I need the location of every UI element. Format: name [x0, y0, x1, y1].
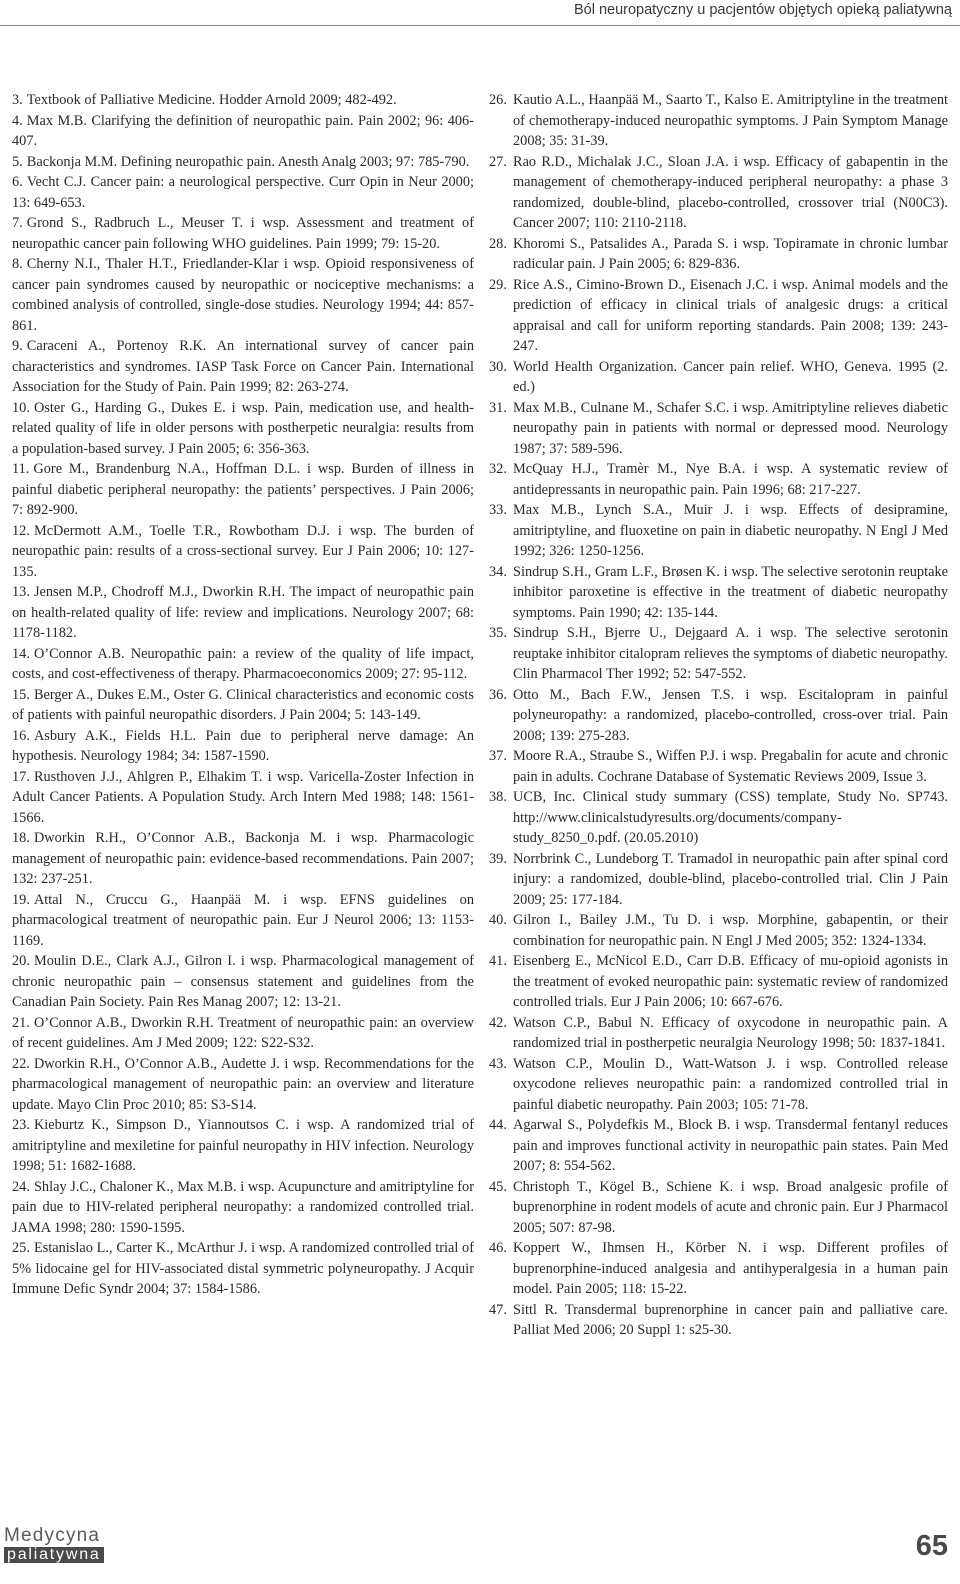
reference-number: 9.: [12, 338, 23, 354]
reference-number: 41.: [489, 953, 507, 969]
logo-top-text: Medycyna: [4, 1525, 101, 1546]
reference-item: [12, 172, 474, 213]
reference-text: World Health Organization. Cancer pain relief. WHO, Geneva. 1995 (2. ed.): [513, 358, 948, 395]
reference-number: 23.: [12, 1117, 30, 1133]
reference-text: McDermott A.M., Toelle T.R., Rowbotham D.J. i wsp. The burden of neuropathic pain: results of a cross-sectional survey. Eur J Pain 2006; 10: 127-135.: [12, 522, 474, 580]
reference-number: 4.: [12, 112, 23, 129]
reference-text: O’Connor A.B., Dworkin R.H. Treatment of neuropathic pain: an overview of recent guidelines. Am J Med 2009; 122: S22-S32.: [12, 1014, 474, 1051]
reference-number: 42.: [489, 1014, 507, 1031]
reference-number: 20.: [12, 953, 30, 969]
reference-number: 31.: [489, 399, 507, 416]
reference-text: Jensen M.P., Chodroff M.J., Dworkin R.H. The impact of neuropathic pain on health-related quality of life: review and implications. Neurology 2007; 68: 1178-1182.: [12, 584, 474, 641]
reference-text: Rusthoven J.J., Ahlgren P., Elhakim T. i wsp. Varicella-Zoster Infection in Adult Cancer Patients. A Population Study. Arch Intern Med 1988; 148: 1561-1566.: [12, 768, 474, 826]
reference-number: 37.: [489, 748, 507, 764]
reference-item: [12, 685, 474, 726]
reference-item: [12, 726, 474, 767]
reference-number: 32.: [489, 461, 507, 477]
reference-item: [12, 213, 474, 254]
reference-text: Kieburtz K., Simpson D., Yiannoutsos C. i wsp. A randomized trial of amitriptyline and mexiletine for painful neuropathy in HIV infection. Neurology 1998; 51: 1682-1688.: [12, 1117, 474, 1174]
reference-text: Asbury A.K., Fields H.L. Pain due to peripheral nerve damage: An hypothesis. Neurology 1984; 34: 1587-1590.: [12, 727, 474, 764]
reference-text: Max M.B., Culnane M., Schafer S.C. i wsp. Amitriptyline relieves diabetic neuropathy pain in patients with normal or depressed mood. Neurology 1987; 37: 589-596.: [513, 399, 948, 457]
reference-item: [489, 398, 948, 460]
reference-number: 18.: [12, 830, 30, 846]
reference-item: [489, 623, 948, 685]
reference-item: [489, 459, 948, 500]
reference-text: Moulin D.E., Clark A.J., Gilron I. i wsp. Pharmacological management of chronic neuropathic pain – consensus statement and guidelines from the Canadian Pain Society. Pain Res Manag 2007; 12: 13-21.: [12, 953, 474, 1010]
reference-number: 21.: [12, 1014, 30, 1031]
references-right-column: [489, 90, 948, 1341]
reference-text: Dworkin R.H., O’Connor A.B., Backonja M. i wsp. Pharmacologic management of neuropathic pain: evidence-based recommendations. Pain 2007; 132: 237-251.: [12, 830, 474, 887]
reference-item: [489, 849, 948, 911]
header-title: Ból neuropatyczny u pacjentów objętych opieką paliatywną: [573, 2, 952, 18]
reference-number: 8.: [12, 256, 23, 272]
reference-item: [489, 787, 948, 849]
reference-text: Agarwal S., Polydefkis M., Block B. i wsp. Transdermal fentanyl reduces pain and improves functional activity in neuropathic pain states. Pain Med 2007; 8: 554-562.: [513, 1117, 948, 1174]
reference-text: Rice A.S., Cimino-Brown D., Eisenach J.C. i wsp. Animal models and the prediction of efficacy in clinical trials of analgesic drugs: a critical appraisal and call for uniform reporting standards. Pain 2008; 139: 243-247.: [513, 276, 948, 354]
reference-number: 26.: [489, 92, 507, 108]
reference-text: O’Connor A.B. Neuropathic pain: a review of the quality of life impact, costs, and cost-effectiveness of therapy. Pharmacoeconomics 2009; 27: 95-112.: [12, 645, 474, 682]
reference-number: 11.: [12, 461, 30, 477]
reference-text: Kautio A.L., Haanpää M., Saarto T., Kalso E. Amitriptyline in the treatment of chemotherapy-induced neuropathic symptoms. J Pain Symptom Manage 2008; 35: 31-39.: [513, 92, 948, 149]
reference-number: 27.: [489, 153, 507, 170]
reference-number: 15.: [12, 686, 30, 703]
reference-number: 25.: [12, 1240, 30, 1256]
reference-text: Gore M., Brandenburg N.A., Hoffman D.L. i wsp. Burden of illness in painful diabetic peripheral neuropathy: the patients’ perspectives. J Pain 2006; 7: 892-900.: [12, 461, 474, 518]
reference-text: Watson C.P., Moulin D., Watt-Watson J. i wsp. Controlled release oxycodone relieves neuropathic pain: a randomized controlled trial in painful diabetic neuropathy. Pain 2003; 105: 71-78.: [513, 1055, 948, 1113]
reference-number: 46.: [489, 1240, 507, 1256]
reference-item: [489, 1013, 948, 1054]
reference-item: [12, 890, 474, 952]
journal-logo: [4, 1526, 104, 1563]
reference-item: [489, 951, 948, 1013]
reference-number: 19.: [12, 891, 30, 908]
reference-text: McQuay H.J., Tramèr M., Nye B.A. i wsp. A systematic review of antidepressants in neuropathic pain. Pain 1996; 68: 217-227.: [513, 461, 948, 498]
reference-item: [489, 910, 948, 951]
reference-text: Gilron I., Bailey J.M., Tu D. i wsp. Morphine, gabapentin, or their combination for neuropathic pain. N Engl J Med 2005; 352: 1324-1334.: [513, 912, 948, 949]
reference-text: Caraceni A., Portenoy R.K. An international survey of cancer pain characteristics and syndromes. IASP Task Force on Cancer Pain. International Association for the Study of Pain. Pain 1999; 82: 263-274.: [12, 338, 474, 395]
reference-text: Koppert W., Ihmsen H., Körber N. i wsp. Different profiles of buprenorphine-induced analgesia and antihyperalgesia in a human pain model. Pain 2005; 118: 15-22.: [513, 1240, 948, 1297]
reference-number: 34.: [489, 563, 507, 580]
reference-number: 30.: [489, 358, 507, 375]
reference-item: [12, 111, 474, 152]
reference-number: 22.: [12, 1055, 30, 1072]
reference-item: [489, 357, 948, 398]
reference-number: 47.: [489, 1301, 507, 1318]
reference-number: 45.: [489, 1178, 507, 1195]
reference-text: Eisenberg E., McNicol E.D., Carr D.B. Efficacy of mu-opioid agonists in the treatment of evoked neuropathic pain: systematic review of randomized controlled trials. Eur J Pain 2006; 10: 667-676.: [513, 953, 948, 1010]
reference-number: 6.: [12, 174, 23, 190]
reference-item: [12, 1054, 474, 1116]
reference-number: 38.: [489, 789, 507, 805]
running-header: [0, 0, 960, 26]
reference-number: 44.: [489, 1117, 507, 1133]
reference-text: Dworkin R.H., O’Connor A.B., Audette J. i wsp. Recommendations for the pharmacological management of neuropathic pain: an overview and literature update. Mayo Clin Proc 2010; 85: S3-S14.: [12, 1055, 474, 1113]
reference-number: 17.: [12, 768, 30, 785]
reference-item: [12, 254, 474, 336]
reference-item: [489, 562, 948, 624]
page-number: 65: [915, 1530, 948, 1562]
reference-text: Otto M., Bach F.W., Jensen T.S. i wsp. Escitalopram in painful polyneuropathy: a randomized, placebo-controlled, cross-over trial. Pain 2008; 139: 275-283.: [513, 686, 948, 744]
reference-number: 14.: [12, 645, 30, 662]
reference-text: Sindrup S.H., Gram L.F., Brøsen K. i wsp. The selective serotonin reuptake inhibitor paroxetine is effective in the treatment of diabetic neuropathy symptoms. Pain 1990; 42: 135-144.: [513, 563, 948, 621]
reference-item: [489, 234, 948, 275]
reference-item: [12, 336, 474, 398]
reference-text: Moore R.A., Straube S., Wiffen P.J. i wsp. Pregabalin for acute and chronic pain in adults. Cochrane Database of Systematic Reviews 2009, Issue 3.: [513, 748, 948, 785]
reference-number: 3.: [12, 92, 23, 108]
reference-item: [489, 90, 948, 152]
reference-item: [12, 1177, 474, 1239]
reference-number: 16.: [12, 727, 30, 744]
reference-text: Christoph T., Kögel B., Schiene K. i wsp. Broad analgesic profile of buprenorphine in rodent models of acute and chronic pain. Eur J Pharmacol 2005; 507: 87-98.: [513, 1178, 948, 1236]
reference-number: 12.: [12, 522, 30, 539]
reference-item: [12, 644, 474, 685]
reference-number: 29.: [489, 276, 507, 293]
reference-item: [489, 1115, 948, 1177]
reference-text: Sittl R. Transdermal buprenorphine in cancer pain and palliative care. Palliat Med 2006; 20 Suppl 1: s25-30.: [513, 1301, 948, 1338]
reference-item: [12, 1115, 474, 1177]
reference-text: Attal N., Cruccu G., Haanpää M. i wsp. EFNS guidelines on pharmacological treatment of neuropathic pain. Eur J Neurol 2006; 13: 1153-1169.: [12, 891, 474, 949]
reference-item: [489, 1177, 948, 1239]
reference-item: [489, 500, 948, 562]
reference-text: Grond S., Radbruch L., Meuser T. i wsp. Assessment and treatment of neuropathic cancer pain following WHO guidelines. Pain 1999; 79: 15-20.: [12, 215, 474, 252]
reference-text: Sindrup S.H., Bjerre U., Dejgaard A. i wsp. The selective serotonin reuptake inhibitor citalopram relieves the symptoms of diabetic neuropathy. Clin Pharmacol Ther 1992; 52: 547-552.: [513, 625, 948, 682]
reference-text: Estanislao L., Carter K., McArthur J. i wsp. A randomized controlled trial of 5% lidocaine gel for HIV-associated distal symmetric polyneuropathy. J Acquir Immune Defic Syndr 2004; 37: 1584-1586.: [12, 1240, 474, 1297]
reference-item: [489, 1238, 948, 1300]
reference-item: [12, 459, 474, 521]
reference-text: Oster G., Harding G., Dukes E. i wsp. Pain, medication use, and health-related quality of life in older persons with postherpetic neuralgia: results from a population-based survey. J Pain 2005; 6: 356-363.: [12, 399, 474, 457]
reference-item: [12, 152, 474, 173]
reference-item: [489, 1054, 948, 1116]
reference-number: 43.: [489, 1055, 507, 1072]
reference-text: Vecht C.J. Cancer pain: a neurological perspective. Curr Opin in Neur 2000; 13: 649-653.: [12, 174, 474, 211]
reference-item: [489, 685, 948, 747]
logo-bottom-text: paliatywna: [4, 1547, 104, 1563]
reference-number: 35.: [489, 625, 507, 641]
reference-number: 13.: [12, 584, 30, 600]
reference-item: [12, 398, 474, 460]
reference-item: [489, 152, 948, 234]
reference-number: 7.: [12, 215, 23, 231]
reference-number: 40.: [489, 912, 507, 928]
reference-text: UCB, Inc. Clinical study summary (CSS) template, Study No. SP743. http://www.clinicalstudyresults.org/documents/company-study_8250_0.pdf. (20.05.2010): [513, 789, 948, 846]
reference-item: [12, 951, 474, 1013]
reference-number: 28.: [489, 235, 507, 252]
references-left-column: [12, 90, 474, 1300]
reference-item: [489, 275, 948, 357]
reference-item: [12, 767, 474, 829]
reference-item: [12, 582, 474, 644]
reference-item: [12, 521, 474, 583]
reference-item: [12, 90, 474, 111]
reference-text: Rao R.D., Michalak J.C., Sloan J.A. i wsp. Efficacy of gabapentin in the management of chemotherapy-induced peripheral neuropathy: a phase 3 randomized, double-blind, placebo-controlled, crossover trial (N00C3). Cancer 2007; 110: 2110-2118.: [513, 153, 948, 231]
reference-item: [12, 828, 474, 890]
reference-item: [12, 1013, 474, 1054]
reference-number: 24.: [12, 1178, 30, 1195]
reference-text: Khoromi S., Patsalides A., Parada S. i wsp. Topiramate in chronic lumbar radicular pain. J Pain 2005; 6: 829-836.: [513, 235, 948, 272]
reference-text: Max M.B., Lynch S.A., Muir J. i wsp. Effects of desipramine, amitriptyline, and fluoxetine on pain in diabetic neuropathy. N Engl J Med 1992; 326: 1250-1256.: [513, 502, 948, 559]
reference-item: [489, 746, 948, 787]
reference-text: Berger A., Dukes E.M., Oster G. Clinical characteristics and economic costs of patients with painful neuropathic disorders. J Pain 2004; 5: 143-149.: [12, 686, 474, 723]
reference-item: [489, 1300, 948, 1341]
reference-number: 10.: [12, 399, 30, 416]
reference-text: Cherny N.I., Thaler H.T., Friedlander-Klar i wsp. Opioid responsiveness of cancer pain syndromes caused by neuropathic or nociceptive mechanisms: a combined analysis of controlled, single-dose studies. Neurology 1994; 44: 857-861.: [12, 256, 474, 334]
reference-text: Backonja M.M. Defining neuropathic pain. Anesth Analg 2003; 97: 785-790.: [26, 153, 470, 170]
reference-text: Textbook of Palliative Medicine. Hodder Arnold 2009; 482-492.: [26, 92, 397, 108]
reference-number: 5.: [12, 153, 23, 170]
reference-text: Watson C.P., Babul N. Efficacy of oxycodone in neuropathic pain. A randomized trial in postherpetic neuralgia Neurology 1998; 50: 1837-1841.: [513, 1014, 948, 1051]
reference-number: 36.: [489, 686, 507, 703]
reference-text: Shlay J.C., Chaloner K., Max M.B. i wsp. Acupuncture and amitriptyline for pain due to HIV-related peripheral neuropathy: a randomized controlled trial. JAMA 1998; 280: 1590-1595.: [12, 1178, 474, 1236]
reference-text: Max M.B. Clarifying the definition of neuropathic pain. Pain 2002; 96: 406-407.: [12, 112, 474, 149]
reference-item: [12, 1238, 474, 1300]
reference-number: 33.: [489, 502, 507, 518]
reference-text: Norrbrink C., Lundeborg T. Tramadol in neuropathic pain after spinal cord injury: a randomized, double-blind, placebo-controlled trial. Clin J Pain 2009; 25: 177-184.: [513, 850, 948, 908]
reference-number: 39.: [489, 850, 507, 867]
